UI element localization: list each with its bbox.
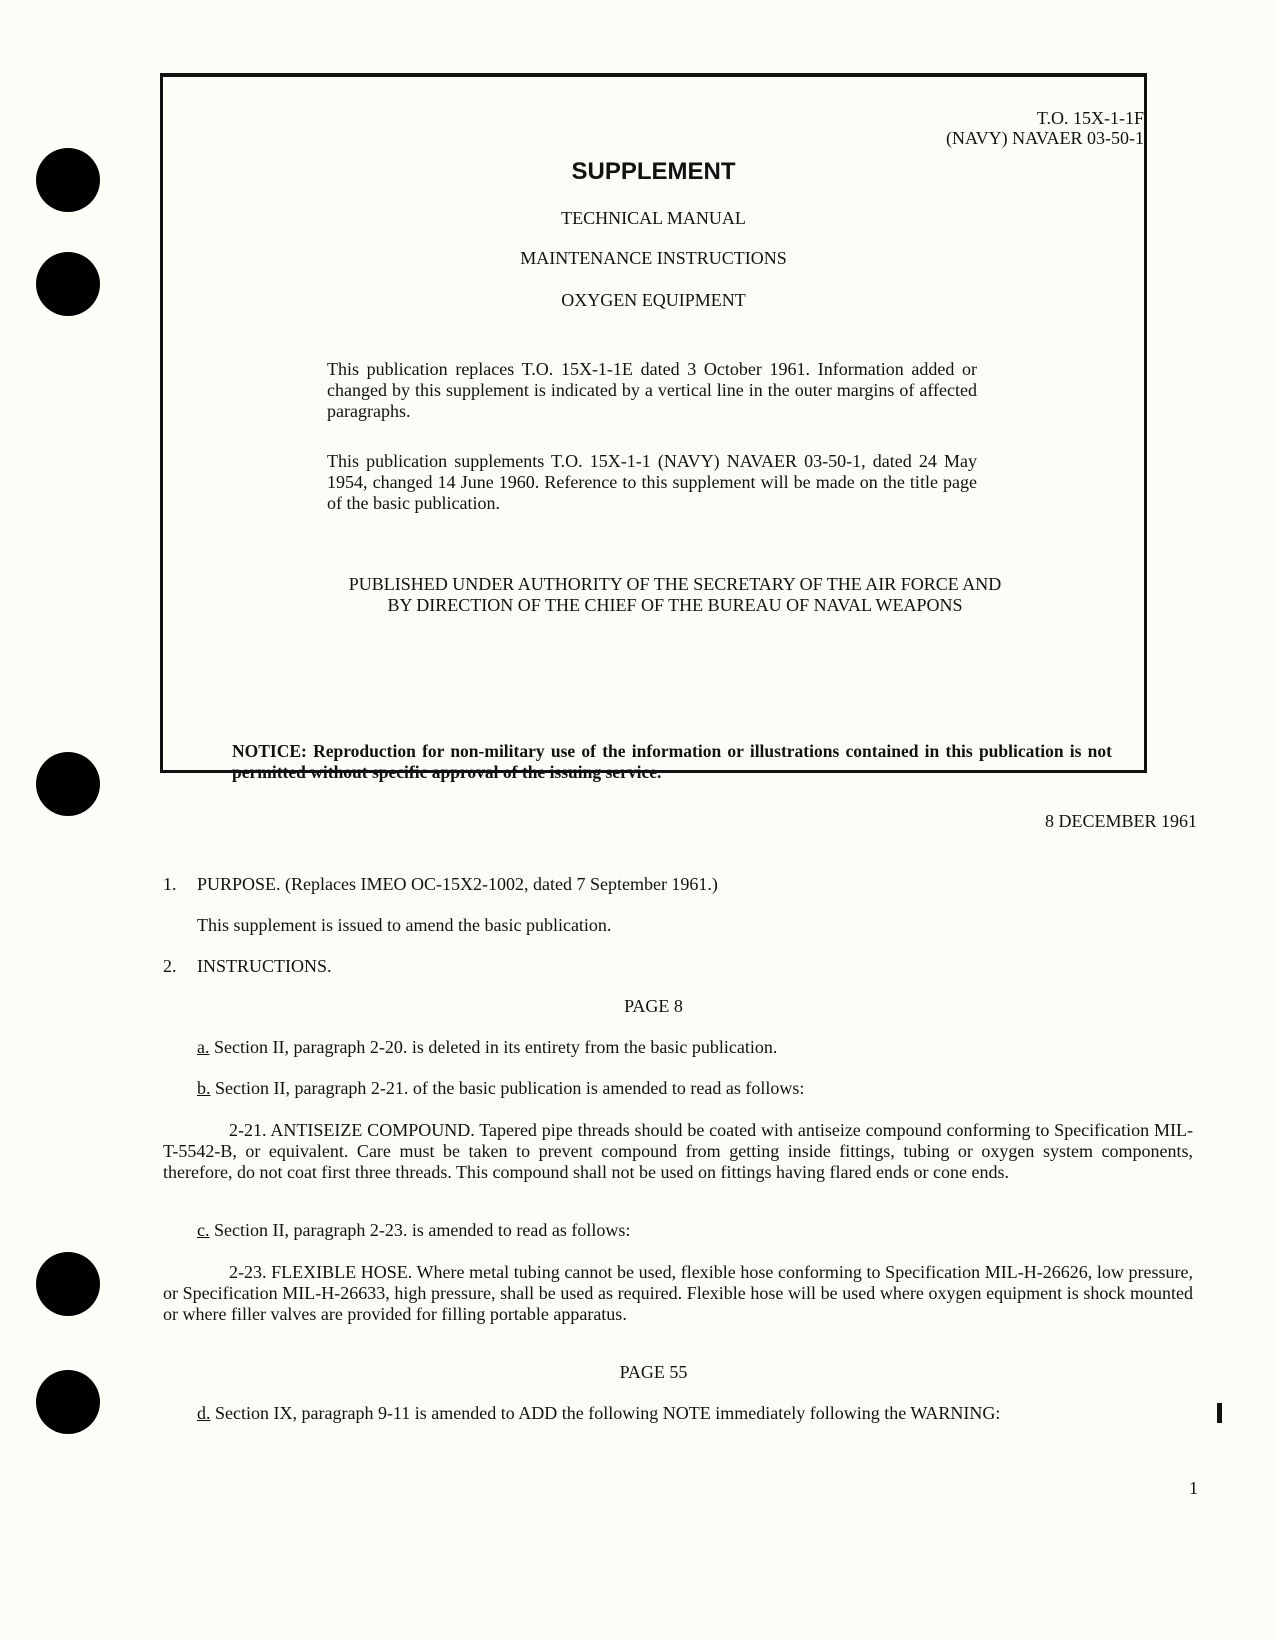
punch-hole	[36, 148, 100, 212]
page-55-heading: PAGE 55	[619, 1362, 688, 1382]
item-text: Section II, paragraph 2-23. is amended to read as follows:	[214, 1220, 631, 1240]
section-instructions: INSTRUCTIONS.	[197, 956, 332, 976]
item-label: b.	[197, 1078, 211, 1098]
page-number: 1	[1189, 1478, 1198, 1498]
item-label: c.	[197, 1220, 210, 1240]
item-c	[197, 1220, 630, 1241]
item-text: Section II, paragraph 2-21. of the basic publication is amended to read as follows:	[215, 1078, 805, 1098]
punch-hole	[36, 252, 100, 316]
intro-paragraph-2: This publication supplements T.O. 15X-1-1 (NAVY) NAVAER 03-50-1, dated 24 May 1954, changed 14 June 1960. Reference to this supplement will be made on the title page of the basic publication.	[327, 451, 977, 513]
intro-paragraph-1: This publication replaces T.O. 15X-1-1E dated 3 October 1961. Information added or changed by this supplement is indicated by a vertical line in the outer margins of affected paragraphs.	[327, 359, 977, 421]
item-text: Section IX, paragraph 9-11 is amended to ADD the following NOTE immediately following the WARNING:	[215, 1403, 1001, 1423]
punch-hole	[36, 1370, 100, 1434]
item-label: d.	[197, 1403, 211, 1423]
section-number: 1.	[163, 874, 177, 894]
item-b	[197, 1078, 804, 1099]
section-purpose: PURPOSE. (Replaces IMEO OC-15X2-1002, dated 7 September 1961.)	[197, 874, 718, 894]
subtitle-maintenance: MAINTENANCE INSTRUCTIONS	[520, 248, 787, 268]
subtitle-technical-manual: TECHNICAL MANUAL	[561, 208, 746, 228]
item-label: a.	[197, 1037, 210, 1057]
navy-number: (NAVY) NAVAER 03-50-1	[945, 128, 1144, 148]
purpose-text: This supplement is issued to amend the basic publication.	[197, 915, 612, 935]
change-bar	[1217, 1403, 1222, 1423]
subtitle-oxygen: OXYGEN EQUIPMENT	[561, 290, 746, 310]
item-a	[197, 1037, 777, 1058]
page-8-heading: PAGE 8	[624, 996, 683, 1016]
paragraph-2-23: 2-23. FLEXIBLE HOSE. Where metal tubing cannot be used, flexible hose conforming to Specification MIL-H-26626, low pressure, or Specification MIL-H-26633, high pressure, shall be used as required. Flexible hose will be used where oxygen equipment is shock mounted or where filler valves are provided for filling portable apparatus.	[163, 1262, 1193, 1324]
paragraph-2-21: 2-21. ANTISEIZE COMPOUND. Tapered pipe threads should be coated with antiseize compound conforming to Specification MIL-T-5542-B, or equivalent. Care must be taken to prevent compound from getting inside fittings, tubing or oxygen system components, therefore, do not coat first three threads. This compound shall not be used on fittings having flared ends or cone ends.	[163, 1120, 1193, 1182]
section-number: 2.	[163, 956, 177, 976]
punch-hole	[36, 1252, 100, 1316]
item-text: Section II, paragraph 2-20. is deleted in its entirety from the basic publication.	[214, 1037, 778, 1057]
publication-date: 8 DECEMBER 1961	[1044, 811, 1197, 831]
authority-statement: PUBLISHED UNDER AUTHORITY OF THE SECRETARY OF THE AIR FORCE AND BY DIRECTION OF THE CHIEF OF THE BUREAU OF NAVAL WEAPONS	[348, 574, 1002, 615]
punch-hole	[36, 752, 100, 816]
page-title: SUPPLEMENT	[571, 158, 736, 185]
notice: NOTICE: Reproduction for non-military use of the information or illustrations contained in this publication is not permitted without specific approval of the issuing service.	[232, 741, 1112, 782]
to-number: T.O. 15X-1-1F	[1036, 108, 1144, 128]
item-d	[197, 1403, 1000, 1424]
